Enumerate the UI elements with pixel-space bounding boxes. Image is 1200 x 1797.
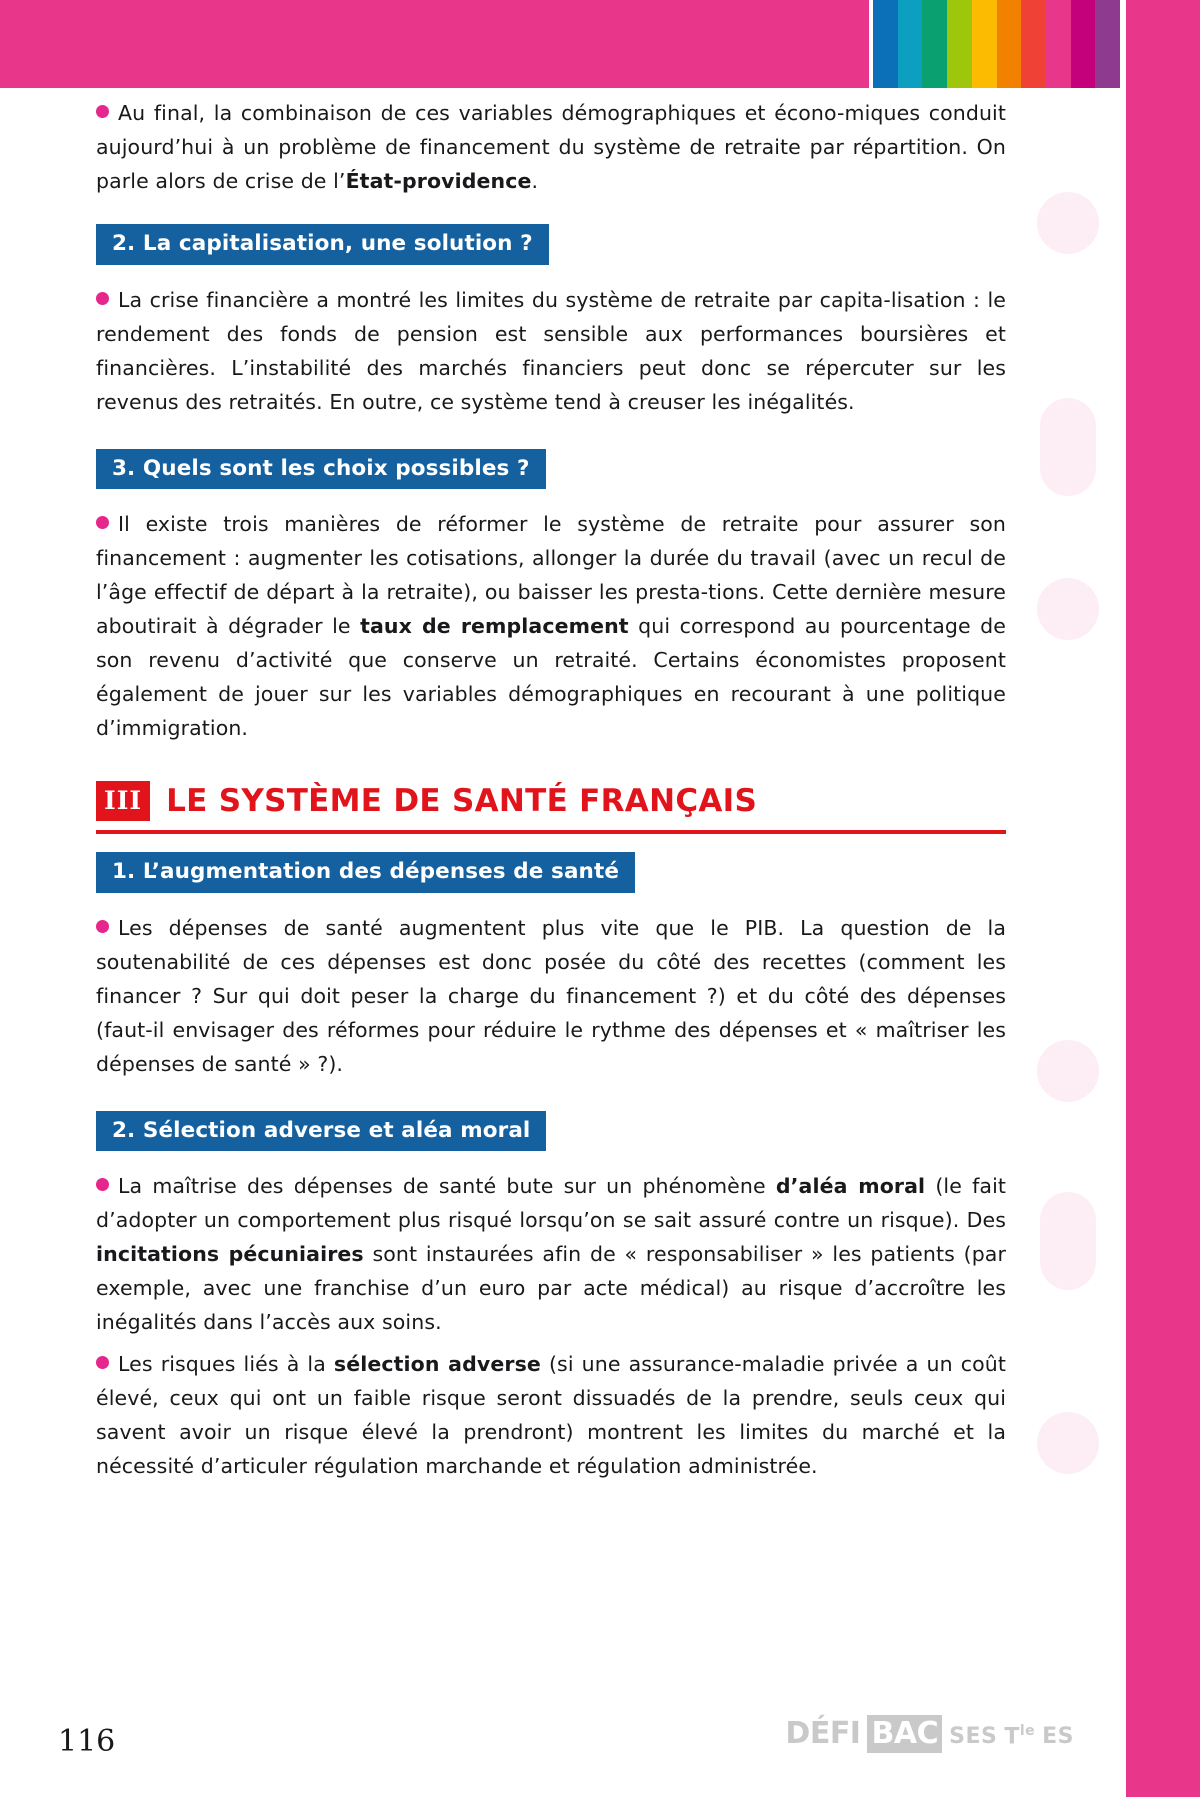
selection-part2: (si une assurance-maladie privée a un coût élevé, ceux qui ont un faible risque seront dissuadés de la prendre, seuls ceux qui savent avoir un risque élevé la prendront) montrent les limites du marché et la nécessité d’articuler régulation marchande et régulation administrée. <box>96 1352 1006 1478</box>
bullet-icon <box>96 105 109 118</box>
decor-circle-4 <box>1037 1412 1099 1474</box>
choix-bold-taux-remplacement: taux de remplacement <box>360 614 629 638</box>
decor-circle-2 <box>1037 578 1099 640</box>
footer-brand-logo <box>785 1715 1074 1753</box>
stripe-6 <box>997 0 1022 88</box>
stripe-2 <box>898 0 923 88</box>
section-heading-sante <box>96 781 1006 821</box>
selection-part1: Les risques liés à la <box>118 1352 334 1376</box>
page-content <box>96 96 1006 1483</box>
subheading-2-wrap <box>96 224 1006 265</box>
subheading-capitalisation: 2. La capitalisation, une solution ? <box>96 224 549 265</box>
intro-text: Au final, la combinaison de ces variables démographiques et écono-miques conduit aujourd’hui à un problème de financement du système de retraite par répartition. On parle alors de crise de l’ <box>96 101 1006 193</box>
right-margin-band <box>1126 0 1200 1797</box>
intro-paragraph <box>96 96 1006 198</box>
paragraph-capitalisation <box>96 283 1006 419</box>
stripe-5 <box>972 0 997 88</box>
subheading-choix-possibles: 3. Quels sont les choix possibles ? <box>96 449 546 490</box>
choix-part2: qui correspond au pourcentage de son revenu d’activité que conserve un retraité. Certains économistes proposent également de jouer sur les variables démographiques en recourant à une politique d’immigration. <box>96 614 1006 740</box>
footer-subject: SES <box>949 1724 998 1749</box>
brand-boxed: BAC <box>867 1715 942 1753</box>
paragraph-capitalisation-text: La crise financière a montré les limites du système de retraite par capita-lisation : le rendement des fonds de pension est sensible aux performances boursières et financières. L’instabilité des marchés financiers peut donc se répercuter sur les revenus des retraités. En outre, ce système tend à creuser les inégalités. <box>96 287 1006 414</box>
subheading-selection-wrap <box>96 1111 1006 1152</box>
stripe-9 <box>1071 0 1096 88</box>
section-title-text: LE SYSTÈME DE SANTÉ FRANÇAIS <box>166 782 758 819</box>
alea-part3: sont instaurées afin de « responsabiliser » les patients (par exemple, avec une franchise d’un euro par acte médical) au risque d’accroître les inégalités dans l’accès aux soins. <box>96 1242 1006 1334</box>
subheading-depenses-wrap <box>96 852 1006 893</box>
stripe-10 <box>1095 0 1120 88</box>
stripe-7 <box>1021 0 1046 88</box>
page-number: 116 <box>58 1724 116 1759</box>
paragraph-depenses-text: Les dépenses de santé augmentent plus vite que le PIB. La question de la soutenabilité de ces dépenses est donc posée du côté des recettes (comment les financer ? Sur qui doit peser la charge du financement ?) et du côté des dépenses (faut-il envisager des réformes pour réduire le rythme des dépenses et « maîtriser les dépenses de santé » ?). <box>96 915 1006 1076</box>
paragraph-choix-possibles <box>96 507 1006 745</box>
paragraph-alea-moral <box>96 1169 1006 1339</box>
bullet-icon <box>96 516 109 529</box>
alea-part2: (le fait d’adopter un comportement plus risqué lorsqu’on se sait assuré contre un risque). Des <box>96 1174 1006 1232</box>
decor-circle-3 <box>1037 1040 1099 1102</box>
alea-bold-incitations: incitations pécuniaires <box>96 1242 364 1266</box>
paragraph-depenses-sante <box>96 911 1006 1081</box>
paragraph-selection-adverse <box>96 1347 1006 1483</box>
choix-part1: Il existe trois manières de réformer le système de retraite pour assurer son financement : augmenter les cotisations, allonger la durée du travail (avec un recul de l’âge effectif de départ à la retraite), ou baisser les presta-tions. Cette dernière mesure aboutirait à dégrader le <box>96 512 1006 638</box>
stripe-1 <box>873 0 898 88</box>
bullet-icon <box>96 1178 109 1191</box>
rainbow-stripe-group <box>873 0 1120 88</box>
subheading-selection-adverse: 2. Sélection adverse et aléa moral <box>96 1111 546 1152</box>
decor-pill-1 <box>1040 398 1096 496</box>
alea-bold-moral: d’aléa moral <box>775 1174 926 1198</box>
bullet-icon <box>96 920 109 933</box>
header-band <box>0 0 1200 88</box>
footer-level <box>1004 1723 1035 1749</box>
subheading-3-wrap <box>96 449 1006 490</box>
stripe-8 <box>1046 0 1071 88</box>
footer-stream: ES <box>1042 1724 1074 1749</box>
decor-pill-2 <box>1040 1192 1096 1290</box>
stripe-3 <box>922 0 947 88</box>
bullet-icon <box>96 1356 109 1369</box>
decor-circle-1 <box>1037 192 1099 254</box>
intro-tail: . <box>531 169 539 193</box>
bullet-icon <box>96 292 109 305</box>
alea-part1: La maîtrise des dépenses de santé bute sur un phénomène <box>118 1174 776 1198</box>
footer-level-base: T <box>1004 1724 1020 1749</box>
roman-numeral-badge: III <box>96 781 150 821</box>
stripe-4 <box>947 0 972 88</box>
brand-prefix: DÉFI <box>785 1716 861 1751</box>
footer-level-sup: le <box>1019 1722 1036 1739</box>
selection-bold: sélection adverse <box>333 1352 541 1376</box>
subheading-augmentation-depenses: 1. L’augmentation des dépenses de santé <box>96 852 635 893</box>
intro-bold: État-providence <box>345 169 532 193</box>
